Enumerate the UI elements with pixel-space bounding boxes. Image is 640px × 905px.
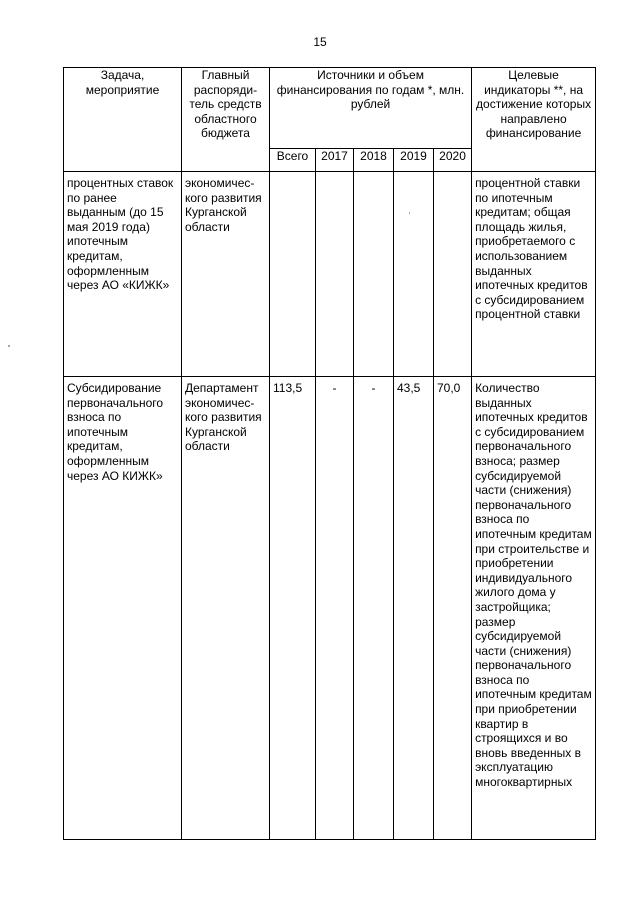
cell-2019 [394, 172, 434, 377]
funding-table [63, 67, 596, 840]
cell-total [270, 172, 316, 377]
cell-task: Субсидирование первоначального взноса по ипотечным кредитам, оформленным через АО КИЖК» [64, 377, 182, 840]
cell-2020: 70,0 [434, 377, 472, 840]
cell-total: 113,5 [270, 377, 316, 840]
header-year-2017: 2017 [316, 149, 354, 172]
cell-2017: - [316, 377, 354, 840]
page-number: 15 [313, 35, 327, 49]
header-year-2018: 2018 [354, 149, 394, 172]
header-year-2019: 2019 [394, 149, 434, 172]
cell-2018: - [354, 377, 394, 840]
cell-2018 [354, 172, 394, 377]
cell-targets: Количество выданных ипотечных кредитов с субсидированием первоначального взноса; размер субсидируемой части (снижения) первоначального взноса по ипотечным кредитам при строительстве и приобретении индивидуального жилого дома у застройщика; размер субсидируемой части (снижения) первоначального взноса по ипотечным кредитам при приобретении квартир в строящихся и во вновь введенных в эксплуатацию многоквартирных [472, 377, 596, 840]
header-row-top [64, 68, 596, 149]
header-manager: Главный распоряди-тель средств областного бюджета [182, 68, 270, 172]
cell-2019: 43,5 [394, 377, 434, 840]
header-targets: Целевые индикаторы **, на достижение которых направлено финансирование [472, 68, 596, 172]
table-row [64, 377, 596, 840]
table-row [64, 172, 596, 377]
cell-manager: экономичес-кого развития Курганской области [182, 172, 270, 377]
scan-speck [8, 345, 10, 347]
header-task: Задача, мероприятие [64, 68, 182, 172]
cell-2017 [316, 172, 354, 377]
header-year-2020: 2020 [434, 149, 472, 172]
cell-targets: процентной ставки по ипотечным кредитам; общая площадь жилья, приобретаемого с использованием выданных ипотечных кредитов с субсидированием процентной ставки [472, 172, 596, 377]
cell-2020 [434, 172, 472, 377]
cell-task: процентных ставок по ранее выданным (до 15 мая 2019 года) ипотечным кредитам, оформленным через АО «КИЖК» [64, 172, 182, 377]
header-year-total: Всего [270, 149, 316, 172]
cell-manager: Департамент экономичес-кого развития Курганской области [182, 377, 270, 840]
header-funding: Источники и объем финансирования по годам *, млн. рублей [270, 68, 472, 149]
